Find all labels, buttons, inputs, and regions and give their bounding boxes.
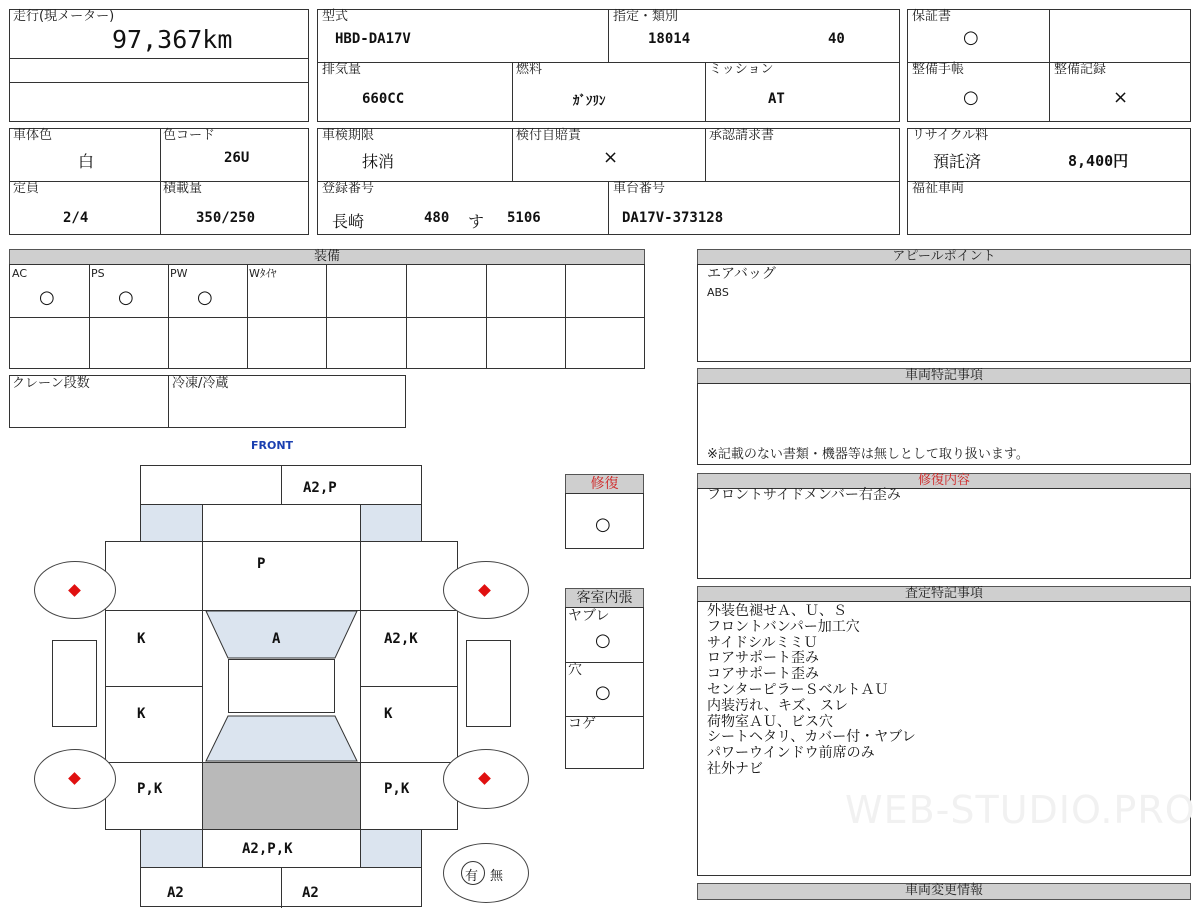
load-capacity-value: 350/250 <box>196 210 256 226</box>
appeal-item: ABS <box>707 286 729 299</box>
equipment-wtire-label: Wﾀｲﾔ <box>249 267 277 280</box>
welfare-vehicle-label: 福祉車両 <box>912 181 965 196</box>
equipment-pw-value: ○ <box>197 287 213 308</box>
model-value: HBD-DA17V <box>335 31 411 47</box>
left-front-door-label: K <box>137 631 146 647</box>
color-capacity-box <box>9 128 309 235</box>
roof <box>228 659 335 713</box>
front-bumper <box>140 465 422 505</box>
crane-label: クレーン段数 <box>12 376 90 391</box>
freezer-label: 冷凍/冷蔵 <box>172 376 229 391</box>
repair-value: ○ <box>595 514 611 535</box>
appeal-header: アピールポイント <box>697 249 1191 265</box>
assessment-item: サイドシルミミＵ <box>707 634 818 651</box>
chassis-value: DA17V-373128 <box>622 210 724 226</box>
equipment-ac-value: ○ <box>39 287 55 308</box>
left-rear-door-label: K <box>137 706 146 722</box>
maintenance-notebook-label: 整備手帳 <box>912 62 965 77</box>
interior-tear-value: ○ <box>595 630 611 651</box>
right-taillight <box>360 829 422 868</box>
liability-insurance-value: × <box>603 147 619 168</box>
registration-box <box>317 128 900 235</box>
right-rear-door-label: K <box>384 706 393 722</box>
assessment-list <box>707 604 916 778</box>
right-headlight <box>360 504 422 542</box>
mileage-label: 走行(現メーター) <box>13 9 115 24</box>
assessment-item: パワーウインドウ前席のみ <box>707 745 875 762</box>
right-front-door <box>360 610 458 687</box>
inspection-expiry-label: 車検期限 <box>322 128 375 143</box>
registration-number: 480 <box>424 210 450 226</box>
registration-kana: す <box>468 212 485 231</box>
roof-label: A <box>272 631 281 647</box>
transmission-label: ミッション <box>709 62 774 77</box>
equipment-ac-label: AC <box>12 267 28 280</box>
interior-tear-label: ヤブレ <box>568 608 610 624</box>
front-bumper-label: A2,P <box>303 480 337 496</box>
assessment-item: フロントバンパー加工穴 <box>707 618 860 635</box>
assessment-item: センターピラーＳベルトＡＵ <box>707 681 889 698</box>
assessment-item: ロアサポート歪み <box>707 650 819 667</box>
mileage-value: 97,367km <box>112 25 233 54</box>
special-notes-header: 車両特記事項 <box>697 368 1191 384</box>
inspection-expiry-value: 抹消 <box>362 152 395 171</box>
appeal-item: エアバッグ <box>707 266 776 282</box>
right-mirror <box>466 640 511 727</box>
right-rear-quarter-label: P,K <box>384 781 410 797</box>
left-front-fender <box>105 541 203 611</box>
left-rear-door <box>105 686 203 763</box>
fuel-label: 燃料 <box>516 62 543 77</box>
repair-details-header: 修復内容 <box>697 473 1191 489</box>
repair-header: 修復 <box>565 474 644 494</box>
transmission-value: AT <box>768 91 785 107</box>
body-color-label: 車体色 <box>13 128 53 143</box>
left-headlight <box>140 504 203 542</box>
warranty-value: ○ <box>963 27 979 48</box>
designation-value-1: 18014 <box>648 31 691 47</box>
equipment-ps-value: ○ <box>118 287 134 308</box>
assessment-item: シートヘタリ、カバー付・ヤブレ <box>707 729 916 746</box>
capacity-value: 2/4 <box>63 210 89 226</box>
maintenance-record-label: 整備記録 <box>1054 62 1107 77</box>
assessment-header: 査定特記事項 <box>697 586 1191 602</box>
equipment-header: 装備 <box>9 249 645 265</box>
liability-insurance-label: 検付自賠責 <box>516 128 582 143</box>
displacement-label: 排気量 <box>322 62 362 77</box>
assessment-item: 外装色褪せＡ、Ｕ、Ｓ <box>707 603 847 619</box>
rear-bumper-left-label: A2 <box>167 885 184 901</box>
spare-yes-label: 有 <box>465 869 479 884</box>
displacement-value: 660CC <box>362 91 405 107</box>
left-front-door <box>105 610 203 687</box>
interior-header: 客室内張 <box>565 588 644 608</box>
interior-hole-value: ○ <box>595 682 611 703</box>
front-label: FRONT <box>251 439 294 452</box>
special-notes-footer: ※記載のない書類・機器等は無しとして取り扱います。 <box>707 447 1029 462</box>
warranty-label: 保証書 <box>912 9 952 24</box>
designation-label: 指定・類別 <box>613 9 679 24</box>
body-color-value: 白 <box>78 152 95 171</box>
rear-bumper-right-label: A2 <box>302 885 319 901</box>
model-label: 型式 <box>322 9 349 24</box>
left-mirror <box>52 640 97 727</box>
maintenance-record-value: × <box>1113 87 1129 108</box>
spec-box <box>317 9 900 122</box>
interior-burn-label: コゲ <box>568 716 596 732</box>
assessment-item: 荷物室ＡＵ、ビス穴 <box>707 713 833 730</box>
color-code-value: 26U <box>224 150 250 166</box>
left-rear-quarter-label: P,K <box>137 781 163 797</box>
registration-label: 登録番号 <box>322 181 375 196</box>
fuel-value: ｶﾞｿﾘﾝ <box>573 94 606 109</box>
cargo-area <box>202 762 361 830</box>
equipment-ps-label: PS <box>91 267 105 280</box>
change-info-header: 車両変更情報 <box>697 883 1191 900</box>
interior-hole-label: 穴 <box>568 662 582 678</box>
designation-value-2: 40 <box>828 31 845 47</box>
assessment-item: コアサポート歪み <box>707 666 819 683</box>
registration-place: 長崎 <box>332 212 365 231</box>
capacity-label: 定員 <box>13 181 40 196</box>
spare-tire <box>443 843 529 903</box>
color-code-label: 色コード <box>163 128 216 143</box>
spare-no-label: 無 <box>490 869 504 884</box>
hood-label: P <box>257 556 266 572</box>
right-front-fender <box>360 541 458 611</box>
right-front-door-label: A2,K <box>384 631 418 647</box>
assessment-item: 内装汚れ、キズ、スレ <box>707 697 848 714</box>
left-taillight <box>140 829 203 868</box>
front-grille <box>202 504 361 542</box>
right-rear-door <box>360 686 458 763</box>
rear-gate-label: A2,P,K <box>242 841 293 857</box>
chassis-label: 車台番号 <box>613 181 666 196</box>
hood <box>202 541 361 611</box>
watermark: WEB-STUDIO.PRO <box>845 788 1196 832</box>
load-capacity-label: 積載量 <box>163 181 203 196</box>
recycle-fee-status: 預託済 <box>933 152 982 171</box>
registration-serial: 5106 <box>507 210 541 226</box>
assessment-item: 社外ナビ <box>707 760 763 777</box>
equipment-pw-label: PW <box>170 267 188 280</box>
approval-request-label: 承認請求書 <box>709 128 775 143</box>
maintenance-notebook-value: ○ <box>963 87 979 108</box>
recycle-fee-label: リサイクル料 <box>912 128 989 143</box>
recycle-fee-amount: 8,400円 <box>1068 152 1129 170</box>
repair-details-text: フロントサイドメンバー右歪み <box>707 487 901 503</box>
